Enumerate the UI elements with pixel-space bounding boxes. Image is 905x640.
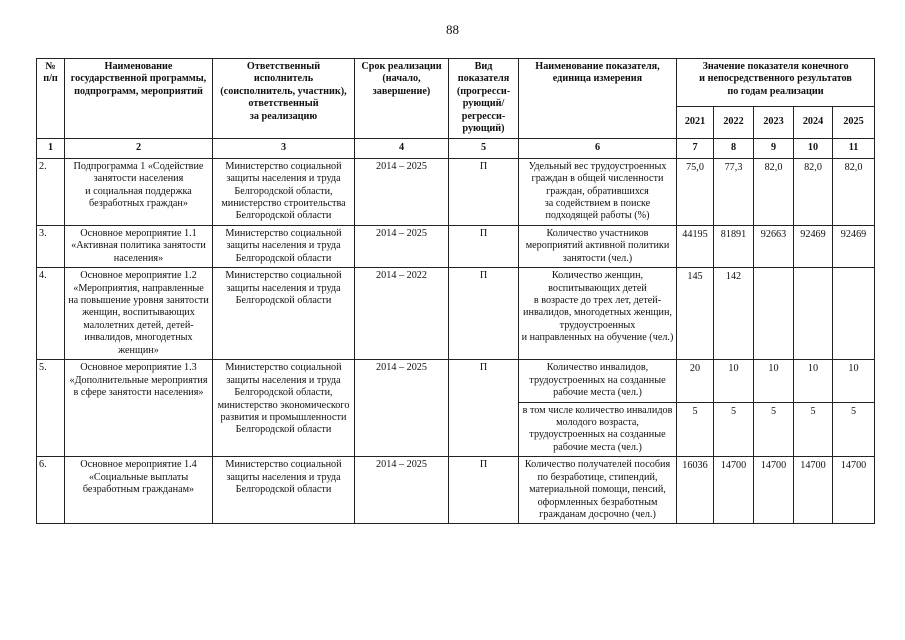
row-value: 82,0 <box>794 158 833 225</box>
table-row <box>37 457 875 524</box>
row-name: Основное мероприятие 1.3 «Дополнительные мероприятия в сфере занятости населения» <box>65 360 213 457</box>
header-year: 2024 <box>794 106 833 138</box>
program-indicators-table <box>36 58 875 524</box>
header-executor: Ответственный исполнитель (соисполнитель, участник), ответственный за реализацию <box>213 59 355 139</box>
row-name: Основное мероприятие 1.2 «Мероприятия, направленные на повышение уровня занятости женщин, воспитывающих малолетних детей, детей-инвалидов, многодетных женщин» <box>65 268 213 360</box>
row-value: 14700 <box>714 457 754 524</box>
row-indicator: Количество женщин, воспитывающих детей в возрасте до трех лет, детей-инвалидов, многодетных женщин, трудоустроенных и направленных на обучение (чел.) <box>519 268 677 360</box>
header-year: 2021 <box>677 106 714 138</box>
row-value: 82,0 <box>833 158 875 225</box>
row-indicator: Количество участников мероприятий активной политики занятости (чел.) <box>519 225 677 267</box>
row-value: 5 <box>754 402 794 457</box>
table-row <box>37 158 875 225</box>
row-name: Подпрограмма 1 «Содействие занятости населения и социальная поддержка безработных граждан» <box>65 158 213 225</box>
page-number: 88 <box>446 22 459 37</box>
column-number: 3 <box>213 138 355 158</box>
row-num: 3. <box>37 225 65 267</box>
row-value <box>833 268 875 360</box>
row-term: 2014 – 2025 <box>355 457 449 524</box>
row-type: П <box>449 225 519 267</box>
column-number: 6 <box>519 138 677 158</box>
column-number: 4 <box>355 138 449 158</box>
row-term: 2014 – 2025 <box>355 158 449 225</box>
row-value: 5 <box>833 402 875 457</box>
row-value: 92469 <box>833 225 875 267</box>
table-row <box>37 225 875 267</box>
row-value: 77,3 <box>714 158 754 225</box>
row-term: 2014 – 2025 <box>355 360 449 457</box>
header-year: 2025 <box>833 106 875 138</box>
row-value: 10 <box>754 360 794 402</box>
row-value: 145 <box>677 268 714 360</box>
row-value: 10 <box>714 360 754 402</box>
row-value: 14700 <box>754 457 794 524</box>
column-number: 8 <box>714 138 754 158</box>
row-num: 6. <box>37 457 65 524</box>
row-value: 20 <box>677 360 714 402</box>
row-value: 142 <box>714 268 754 360</box>
row-type: П <box>449 457 519 524</box>
row-num: 2. <box>37 158 65 225</box>
column-number: 2 <box>65 138 213 158</box>
column-number: 5 <box>449 138 519 158</box>
row-value: 16036 <box>677 457 714 524</box>
row-value: 82,0 <box>754 158 794 225</box>
header-year: 2022 <box>714 106 754 138</box>
row-value: 14700 <box>833 457 875 524</box>
row-indicator: Количество инвалидов, трудоустроенных на созданные рабочие места (чел.) <box>519 360 677 402</box>
row-num: 5. <box>37 360 65 457</box>
header-indicator: Наименование показателя, единица измерения <box>519 59 677 139</box>
row-value: 5 <box>714 402 754 457</box>
row-executor: Министерство социальной защиты населения и труда Белгородской области, министерство строительства Белгородской области <box>213 158 355 225</box>
column-number: 7 <box>677 138 714 158</box>
row-indicator: Количество получателей пособия по безработице, стипендий, материальной помощи, пенсий, оформленных безработным гражданам досрочно (чел.) <box>519 457 677 524</box>
row-value: 5 <box>677 402 714 457</box>
table-row <box>37 268 875 360</box>
column-number-row <box>37 138 875 158</box>
row-value <box>794 268 833 360</box>
row-name: Основное мероприятие 1.1 «Активная политика занятости населения» <box>65 225 213 267</box>
header-values-group: Значение показателя конечного и непосредственного результатов по годам реализации <box>677 59 875 107</box>
row-name: Основное мероприятие 1.4 «Социальные выплаты безработным гражданам» <box>65 457 213 524</box>
row-executor: Министерство социальной защиты населения и труда Белгородской области <box>213 268 355 360</box>
header-name: Наименование государственной программы, подпрограмм, мероприятий <box>65 59 213 139</box>
row-indicator: Удельный вес трудоустроенных граждан в общей численности граждан, обратившихся за содействием в поиске подходящей работы (%) <box>519 158 677 225</box>
header-term: Срок реализации (начало, завершение) <box>355 59 449 139</box>
row-value: 81891 <box>714 225 754 267</box>
row-type: П <box>449 268 519 360</box>
table-row <box>37 360 875 402</box>
row-value <box>754 268 794 360</box>
column-number: 10 <box>794 138 833 158</box>
row-value: 75,0 <box>677 158 714 225</box>
row-value: 10 <box>833 360 875 402</box>
row-executor: Министерство социальной защиты населения и труда Белгородской области <box>213 225 355 267</box>
row-type: П <box>449 158 519 225</box>
header-num: № п/п <box>37 59 65 139</box>
row-value: 5 <box>794 402 833 457</box>
header-year: 2023 <box>754 106 794 138</box>
column-number: 1 <box>37 138 65 158</box>
row-type: П <box>449 360 519 457</box>
row-term: 2014 – 2025 <box>355 225 449 267</box>
row-executor: Министерство социальной защиты населения и труда Белгородской области <box>213 457 355 524</box>
row-value: 92469 <box>794 225 833 267</box>
row-value: 14700 <box>794 457 833 524</box>
row-executor: Министерство социальной защиты населения и труда Белгородской области, министерство экономического развития и промышленности Белгородской области <box>213 360 355 457</box>
row-term: 2014 – 2022 <box>355 268 449 360</box>
header-type: Вид показателя (прогресси- рующий/ регресси- рующий) <box>449 59 519 139</box>
row-num: 4. <box>37 268 65 360</box>
column-number: 11 <box>833 138 875 158</box>
header-row <box>37 59 875 107</box>
row-indicator: в том числе количество инвалидов молодого возраста, трудоустроенных на созданные рабочие места (чел.) <box>519 402 677 457</box>
row-value: 44195 <box>677 225 714 267</box>
column-number: 9 <box>754 138 794 158</box>
row-value: 92663 <box>754 225 794 267</box>
row-value: 10 <box>794 360 833 402</box>
